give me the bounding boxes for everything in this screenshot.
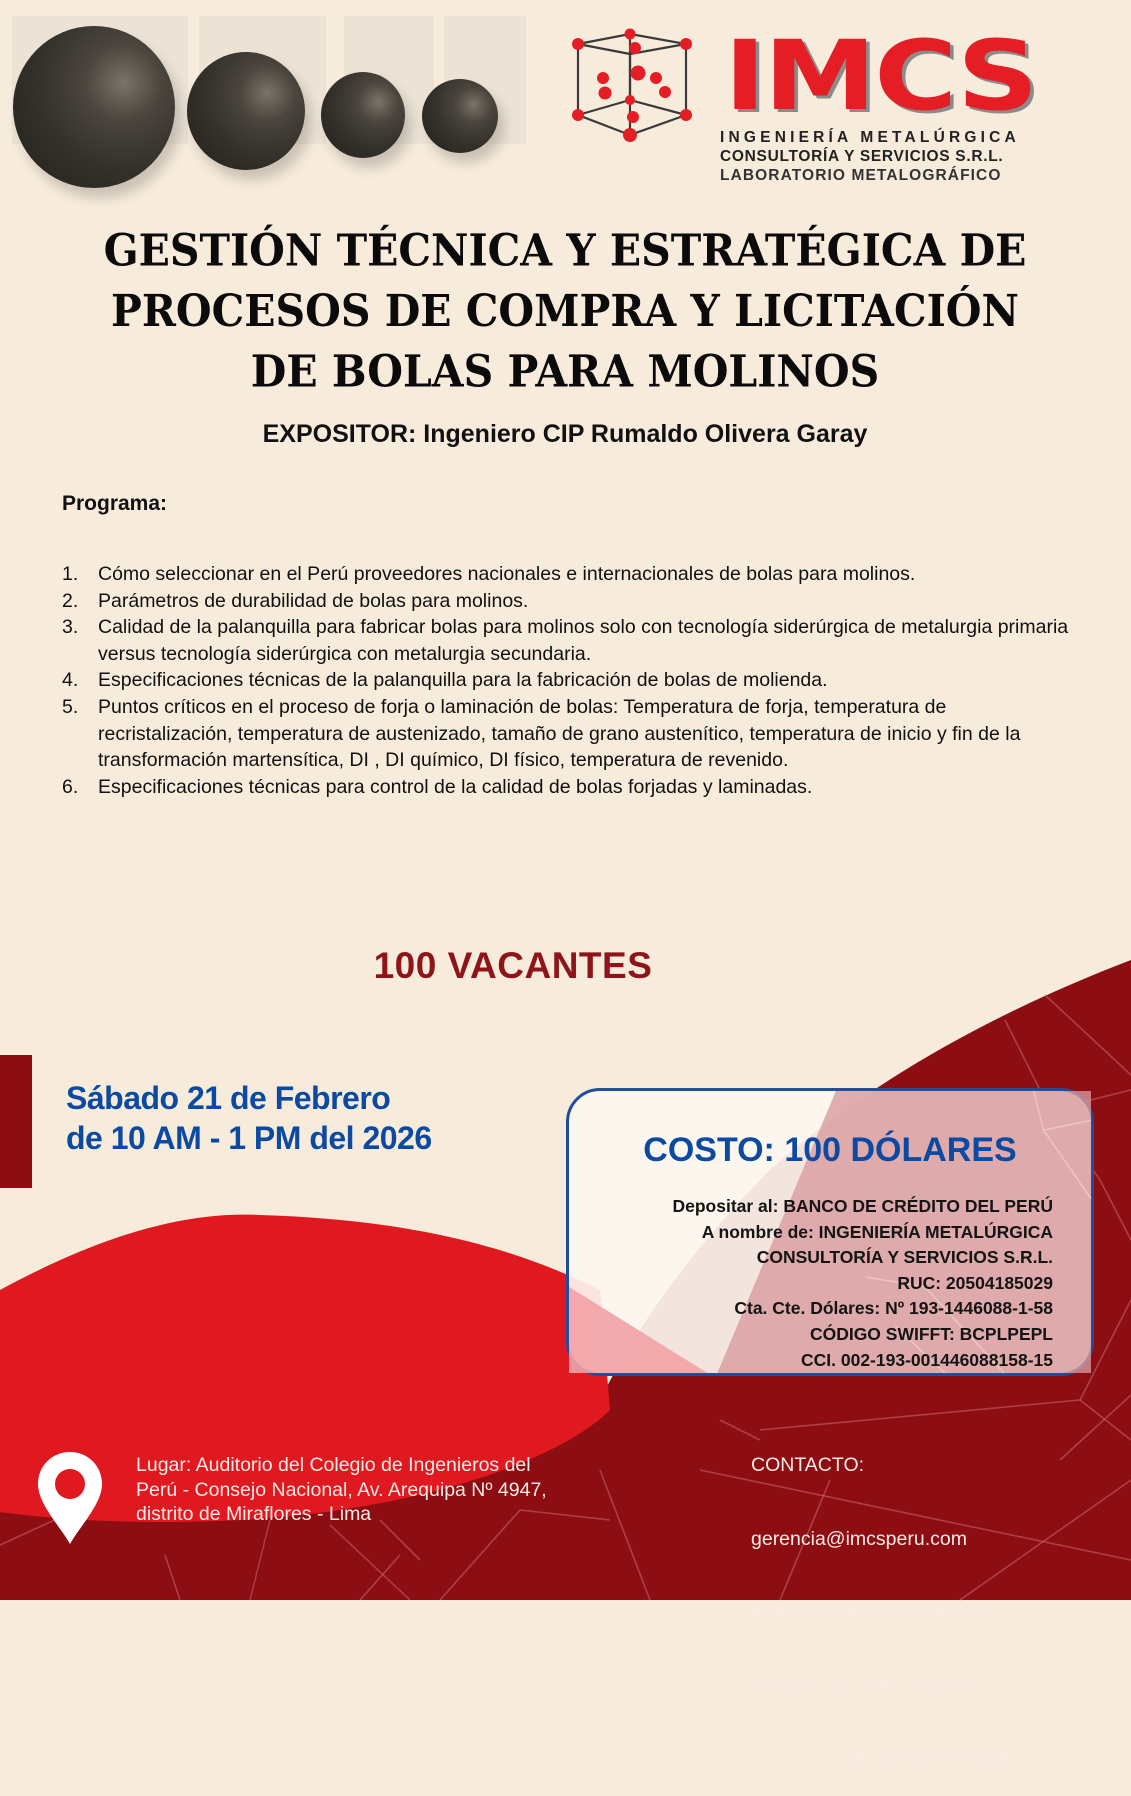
item-text: Cómo seleccionar en el Perú proveedores nacionales e internacionales de bolas para molinos. (98, 563, 916, 585)
swift-line: CÓDIGO SWIFFT: BCPLPEPL (809, 1323, 1053, 1344)
program-item (62, 694, 1072, 774)
account-holder-line: A nombre de: INGENIERÍA METALÚRGICA (701, 1221, 1053, 1242)
venue-address (136, 1453, 696, 1527)
address-line: distrito de Miraflores - Lima (136, 1503, 372, 1525)
account-number-line: Cta. Cte. Dólares: Nº 193-1446088-1-58 (734, 1298, 1053, 1319)
cost-title: COSTO: 100 DÓLARES (643, 1131, 1017, 1169)
vacancies-count: 100 VACANTES (373, 945, 653, 986)
speaker: EXPOSITOR: Ingeniero CIP Rumaldo Olivera Garay (262, 420, 868, 448)
phone-row (751, 1674, 1008, 1699)
ball-small (321, 72, 405, 158)
time-line: de 10 AM - 1 PM del 2026 (66, 1120, 432, 1156)
address-line: Lugar: Auditorio del Colegio de Ingenieros del (136, 1454, 531, 1476)
address-line: Perú - Consejo Nacional, Av. Arequipa Nº 4947, (136, 1478, 547, 1501)
item-number: 6. (62, 775, 79, 798)
item-number: 1. (62, 563, 79, 585)
item-text: Calidad de la palanquilla para fabricar bolas para molinos solo con tecnología siderúrgica de metalurgia primaria versus tecnología siderúrgica con metalurgia secundaria. (98, 616, 1069, 665)
item-number: 3. (62, 616, 79, 639)
crystal-lattice-cube-icon (572, 30, 692, 145)
program-item (62, 667, 1072, 694)
logo-subtitle-1: INGENIERÍA METALÚRGICA (720, 129, 1020, 146)
email-link[interactable]: gerencia@imcsperu.com (751, 1527, 967, 1550)
program-item (62, 561, 1072, 588)
item-number: 2. (62, 589, 79, 612)
item-number: 4. (62, 669, 79, 692)
program-list (62, 561, 1072, 800)
title-line: GESTIÓN TÉCNICA Y ESTRATÉGICA DE (103, 224, 1027, 277)
bank-line: Depositar al: BANCO DE CRÉDITO DEL PERÚ (672, 1196, 1053, 1216)
accent-bar (0, 1055, 32, 1188)
item-text: Puntos críticos en el proceso de forja o laminación de bolas: Temperatura de forja, temperatura de recristalización, temperatura de austenizado, tamaño de grano austenítico, temperatura de inicio y fin de la transformación martensítica, DI , DI químico, DI físico, temperatura de revenido. (98, 695, 1021, 772)
title-line: PROCESOS DE COMPRA Y LICITACIÓN (111, 284, 1019, 337)
contact-block (751, 1404, 1008, 1796)
ball-large (13, 26, 175, 188)
date-line: Sábado 21 de Febrero (66, 1080, 391, 1116)
item-number: 5. (62, 695, 79, 718)
event-title (40, 220, 1090, 401)
contact-label: CONTACTO: (751, 1454, 865, 1476)
phone-row (751, 1747, 1008, 1772)
email-link[interactable]: rumaldoolivera@yahoo.com (751, 1601, 995, 1623)
payment-details (672, 1194, 1053, 1373)
logo-subtitle-3: LABORATORIO METALOGRÁFICO (720, 167, 1002, 184)
ball-smallest (422, 79, 498, 153)
ball-medium (187, 52, 305, 170)
imcs-logo (572, 20, 1092, 190)
ruc-line: RUC: 20504185029 (897, 1272, 1053, 1293)
logo-subtitle-2: CONSULTORÍA Y SERVICIOS S.R.L. (720, 148, 1004, 165)
phone-number[interactable]: (511) 997-096-860 (823, 1674, 984, 1697)
title-line: DE BOLAS PARA MOLINOS (250, 345, 880, 398)
cost-card (566, 1088, 1094, 1376)
item-text: Parámetros de durabilidad de bolas para molinos. (98, 589, 529, 612)
map-pin-icon (38, 1452, 102, 1544)
program-item (62, 588, 1072, 615)
phone-label: Celular: (751, 1674, 819, 1697)
grinding-balls-image (12, 16, 532, 186)
program-item (62, 614, 1072, 667)
program-heading: Programa: (62, 492, 168, 515)
program-item (62, 774, 1072, 801)
cci-line: CCI. 002-193-001446088158-15 (801, 1349, 1053, 1370)
logo-wordmark: IMCS (724, 20, 1037, 132)
account-holder-line-2: CONSULTORÍA Y SERVICIOS S.R.L. (756, 1247, 1053, 1268)
item-text: Especificaciones técnicas de la palanquilla para la fabricación de bolas de molienda. (98, 669, 828, 692)
phone-number[interactable]: (511) 912-160-989 (848, 1748, 1009, 1770)
event-date (66, 1078, 432, 1158)
item-text: Especificaciones técnicas para control de la calidad de bolas forjadas y laminadas. (98, 775, 813, 798)
